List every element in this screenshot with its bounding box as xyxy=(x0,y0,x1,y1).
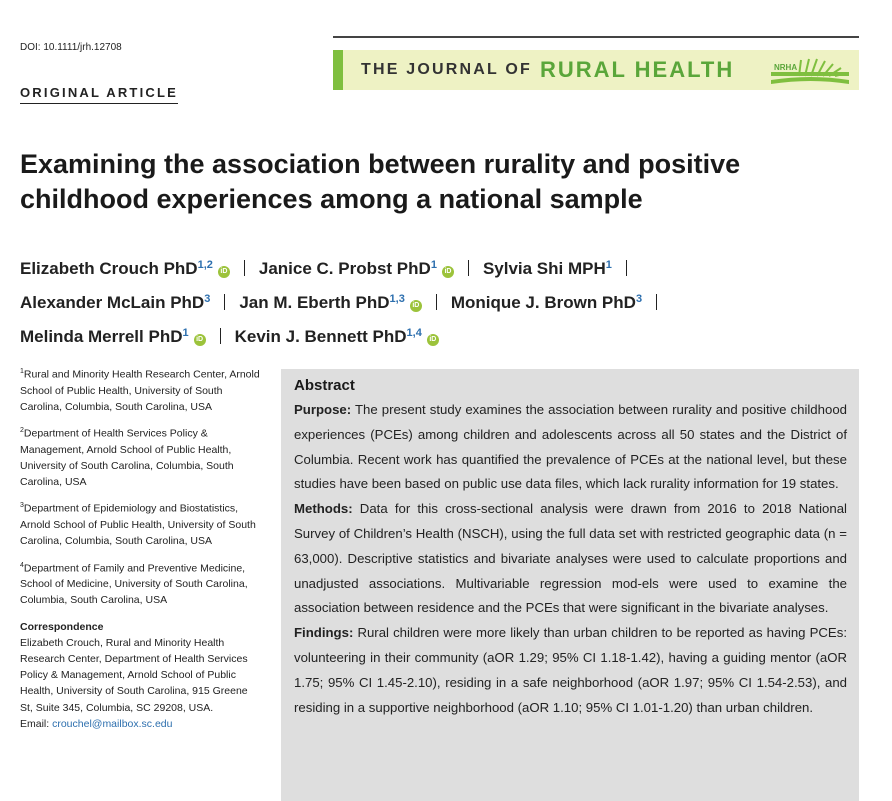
affiliation: $^1$Rural and Minority Health Research Center, Arnold School of Public Health, University of South Carolina, Columbia, South Carolina, USA xyxy=(20,368,260,413)
journal-banner xyxy=(333,36,859,94)
abstract-purpose: Purpose: The present study examines the association between rurality and positive childhood experiences (PCEs) among children and adolescents across all 50 states and the District of Columbia. Recent work has quantified the prevalence of PCEs at the national level, but these studies have been based on public use data files, which lack rurality information for 19 states. xyxy=(294,402,847,492)
doi: DOI: 10.1111/jrh.12708 xyxy=(20,42,122,53)
orcid-icon[interactable]: iD xyxy=(194,334,206,346)
author-separator xyxy=(656,294,657,310)
orcid-icon[interactable]: iD xyxy=(410,300,422,312)
author-line xyxy=(20,284,880,318)
author-separator xyxy=(224,294,225,310)
author-line xyxy=(20,318,880,352)
affiliation: $^3$Department of Epidemiology and Biostatistics, Arnold School of Public Health, University of South Carolina, Columbia, South Carolina, USA xyxy=(20,502,256,548)
author[interactable]: Melinda Merrell PhD$^1$iD xyxy=(20,327,206,346)
author-separator xyxy=(244,260,245,276)
author[interactable]: Sylvia Shi MPH$^1$ xyxy=(482,259,612,278)
article-type: ORIGINAL ARTICLE xyxy=(20,85,178,104)
correspondence-email: Email: crouchel@mailbox.sc.edu xyxy=(20,717,173,730)
author-separator xyxy=(626,260,627,276)
abstract-box xyxy=(281,369,859,801)
email-link[interactable]: crouchel@mailbox.sc.edu xyxy=(52,717,173,730)
author-separator xyxy=(468,260,469,276)
author-line xyxy=(20,250,880,284)
sidebar xyxy=(20,364,260,732)
abstract-methods: Methods: Data for this cross-sectional analysis were drawn from 2016 to 2018 National Survey of Children’s Health (NSCH), using the full data set with restricted geographic data (n = 63,000). Descriptive statistics and bivariate analyses were used to calculate proportions and unadjusted associations. Multivariable regression mod-els were used to examine the association between residence and the PCEs that were significant in the bivariate analyses. xyxy=(294,501,847,616)
orcid-icon[interactable]: iD xyxy=(218,266,230,278)
author[interactable]: Jan M. Eberth PhD$^{1,3}$iD xyxy=(239,293,421,312)
orcid-icon[interactable]: iD xyxy=(442,266,454,278)
author[interactable]: Kevin J. Bennett PhD$^{1,4}$iD xyxy=(235,327,439,346)
journal-box xyxy=(333,50,859,90)
journal-name: RURAL HEALTH xyxy=(539,57,735,82)
nrha-logo-icon xyxy=(771,54,851,86)
abstract-findings: Findings: Rural children were more likely than urban children to be reported as having PCEs: volunteering in their community (aOR 1.29; 95% CI 1.18-1.42), having a guiding mentor (aOR 1.75; 95% CI 1.45-2.10), residing in a safe neighborhood (aOR 1.97; 95% CI 1.54-2.53), and residing in a supportive neighborhood (aOR 1.10; 95% CI 1.01-1.20) than urban children. xyxy=(294,625,847,715)
abstract-heading: Abstract xyxy=(294,377,355,394)
nrha-logo-text: NRHA xyxy=(774,63,798,72)
author-separator xyxy=(220,328,221,344)
article-title: Examining the association between rurality and positive childhood experiences among a national sample xyxy=(20,149,741,214)
author[interactable]: Janice C. Probst PhD$^1$iD xyxy=(259,259,454,278)
author[interactable]: Monique J. Brown PhD$^3$ xyxy=(450,293,643,312)
correspondence-heading: Correspondence xyxy=(20,620,104,633)
journal-the: THE JOURNAL OF xyxy=(361,61,532,78)
author[interactable]: Elizabeth Crouch PhD$^{1,2}$iD xyxy=(20,259,230,278)
author-separator xyxy=(436,294,437,310)
affiliation: $^4$Department of Family and Preventive Medicine, School of Medicine, University of South Carolina, Columbia, South Carolina, USA xyxy=(20,561,248,607)
affiliation: $^2$Department of Health Services Policy & Management, Arnold School of Public Health, University of South Carolina, Columbia, South Carolina, USA xyxy=(20,427,234,489)
author-list xyxy=(20,250,880,352)
author[interactable]: Alexander McLain PhD$^3$ xyxy=(20,293,211,312)
orcid-icon[interactable]: iD xyxy=(427,334,439,346)
correspondence-text: Elizabeth Crouch, Rural and Minority Health Research Center, Department of Health Services Policy & Management, Arnold School of Public Health, University of South Carolina, 915 Greene St, Suite 345, Columbia, SC 29208, USA. xyxy=(20,636,248,714)
